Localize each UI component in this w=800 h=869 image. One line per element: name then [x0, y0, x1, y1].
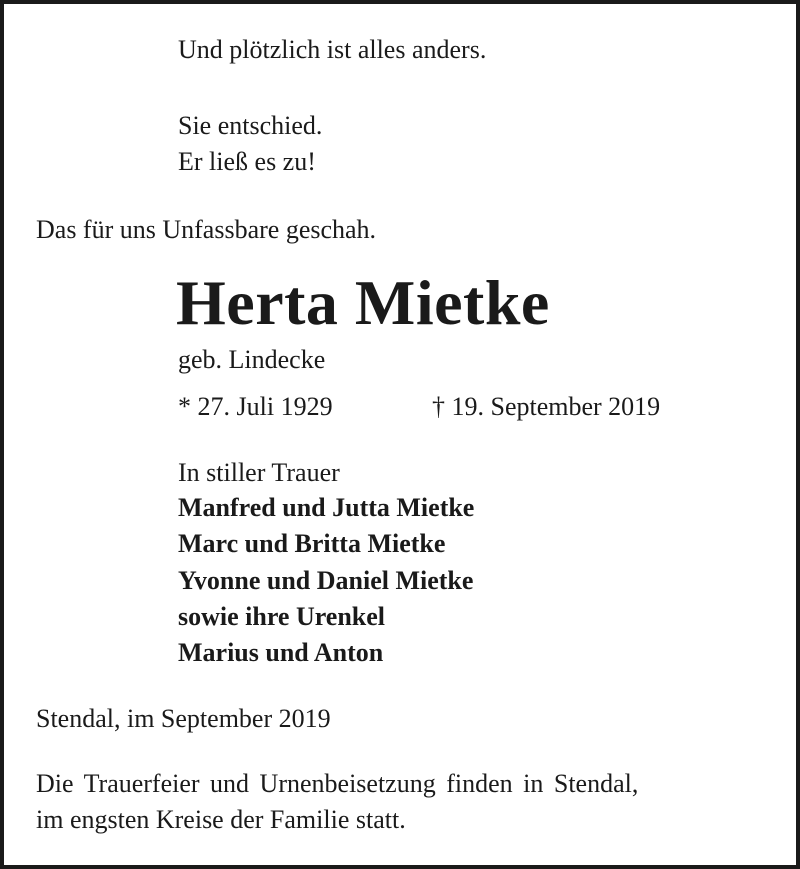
intro-line: Sie entschied. — [178, 111, 323, 140]
intro-line: Er ließ es zu! — [178, 147, 316, 176]
deceased-name: Herta Mietke — [176, 267, 550, 338]
lead-text: Das für uns Unfassbare geschah. — [36, 215, 377, 244]
maiden-name: geb. Lindecke — [178, 345, 326, 374]
mourner-name: sowie ihre Urenkel — [178, 602, 386, 631]
ceremony-line: Die Trauerfeier und Urnenbeisetzung finden in Stendal, — [36, 769, 639, 798]
mourner-name: Manfred und Jutta Mietke — [178, 493, 475, 522]
ceremony-line: im engsten Kreise der Familie statt. — [36, 805, 406, 834]
death-date: † 19. September 2019 — [432, 392, 661, 421]
mourner-name: Marius und Anton — [178, 638, 384, 667]
birth-date: * 27. Juli 1929 — [178, 392, 333, 421]
place-date: Stendal, im September 2019 — [36, 704, 331, 733]
mourner-name: Marc und Britta Mietke — [178, 529, 446, 558]
mourners-heading: In stiller Trauer — [178, 458, 340, 487]
intro-line: Und plötzlich ist alles anders. — [178, 35, 487, 64]
mourner-name: Yvonne und Daniel Mietke — [178, 566, 474, 595]
